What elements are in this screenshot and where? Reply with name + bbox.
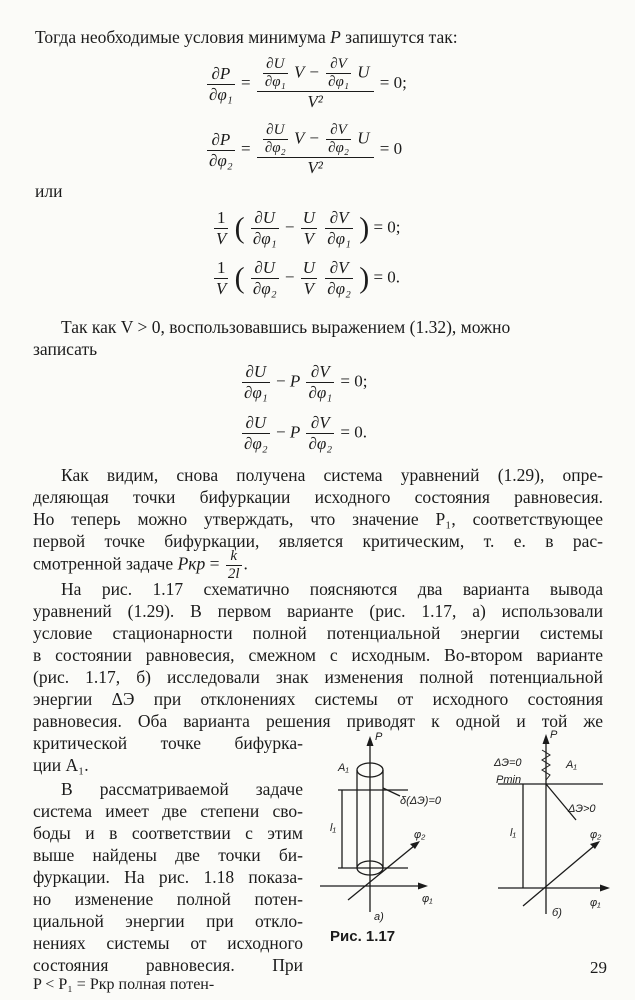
para-left-line-2: система имеет две степени сво- bbox=[33, 801, 303, 821]
fig-b-label-p: P bbox=[550, 729, 558, 741]
para-fig-line-6: энергии ΔЭ при отклонениях системы от исходного состояния bbox=[33, 689, 603, 709]
fig-b-label-a1: A₁ bbox=[566, 759, 577, 771]
para-left-line-7: циальной энергии при откло- bbox=[33, 911, 303, 931]
fig-b-sub-label: б) bbox=[552, 907, 562, 919]
fig-b-phi2-axis bbox=[523, 846, 594, 906]
equation-6: $\frac{\partial U}{\text{∂φ₂}}$ − P $\frac{\partial V}{\text{∂φ₂}}$ = 0. bbox=[244, 413, 368, 453]
intro-line bbox=[35, 26, 458, 48]
para-left-line-5: фуркации. На рис. 1.18 показа- bbox=[33, 867, 303, 887]
para-since-line-1: Так как V > 0, воспользовавшись выражением (1.32), можно bbox=[61, 317, 511, 337]
para-fig-line-4: в состоянии равновесия, смежном с исходным. Во-втором варианте bbox=[33, 645, 603, 665]
fig-b-p-arrow bbox=[543, 734, 550, 744]
pkr-symbol: Pкр bbox=[177, 553, 206, 574]
para-left-line-1: В рассматриваемой задаче bbox=[61, 779, 303, 799]
fig-a-label-cond: δ(ΔЭ)=0 bbox=[400, 795, 441, 807]
fig-a-phi2-axis bbox=[348, 846, 414, 900]
para-seen-line-4: первой точке бифуркации, является критическим, т. е. в рас- bbox=[33, 531, 603, 551]
fig-a-phi1-arrow bbox=[418, 883, 428, 890]
figure-1-17 bbox=[318, 728, 610, 956]
para-fig-line-9: ции A₁. bbox=[33, 755, 89, 775]
fig-b-label-pmin: Pmin bbox=[496, 774, 522, 786]
para-since-line-2: записать bbox=[33, 339, 98, 359]
fig-b-label-de0: ΔЭ=0 bbox=[494, 757, 522, 769]
page-number: 29 bbox=[590, 958, 607, 977]
fig-a-cond-leader bbox=[383, 788, 400, 796]
fig-a-label-p: P bbox=[375, 731, 383, 743]
equation-3: $\frac{1}{V}$ ( $\frac{\partial U}{\text{∂φ₁}}$ − $\frac{U}{V}$ $\frac{\partial V}{\text{∂φ₁}}$ ) = 0; bbox=[216, 208, 401, 248]
fig-b-label-depos: ΔЭ>0 bbox=[568, 803, 596, 815]
equation-4: $\frac{1}{V}$ ( $\frac{\partial U}{\text{∂φ₂}}$ − $\frac{U}{V}$ $\frac{\partial V}{\text{∂φ₂}}$ ) = 0. bbox=[216, 258, 401, 298]
figure-a bbox=[320, 736, 428, 912]
fig-a-label-l1: l₁ bbox=[330, 822, 336, 834]
para-left-line-9: состояния равновесия. При bbox=[33, 955, 303, 975]
para-fig-line-2: уравнений (1.29). В первом варианте (рис. 1.17, а) использовали bbox=[33, 601, 603, 621]
para-seen-line-3: Но теперь можно утверждать, что значение P₁, соответствующее bbox=[33, 509, 603, 529]
para-fig-line-5: (рис. 1.17, б) исследовали знак изменения полной потенциальной bbox=[33, 667, 603, 687]
eq2-lhs-fraction: $\frac{\partial P}{\text{∂φ₂}}$ bbox=[209, 129, 233, 170]
fig-b-phi1-arrow bbox=[600, 885, 610, 892]
para-fig-line-3: условие стационарности полной потенциальной энергии системы bbox=[33, 623, 603, 643]
fig-a-label-a1: A₁ bbox=[338, 762, 349, 774]
eq1-lhs-fraction: $\frac{\partial P}{\text{∂φ₁}}$ bbox=[209, 63, 233, 104]
figure-caption: Рис. 1.17 bbox=[330, 928, 396, 945]
para-seen-line-5: смотренной задаче Pкр = $\frac{k}{2l}$ . bbox=[33, 548, 248, 582]
intro-var-p: P bbox=[330, 27, 341, 47]
para-seen-line-1: Как видим, снова получена система уравнений (1.29), опре- bbox=[61, 465, 603, 485]
eq1-rhs-fraction: $\frac{\partial U}{\text{∂φ₁}}$ V − $\frac{\partial V}{\text{∂φ₁}}$ U V² bbox=[257, 56, 374, 112]
para-left-line-4: выше найдены две точки би- bbox=[33, 845, 303, 865]
fig-b-label-phi2: φ₂ bbox=[590, 829, 602, 841]
para-left-line-3: боды и в соответствии с этим bbox=[33, 823, 303, 843]
fig-a-sub-label: a) bbox=[374, 911, 384, 923]
para-fig-line-8: критической точке бифурка- bbox=[33, 733, 303, 753]
fig-a-p-arrow bbox=[367, 736, 374, 746]
equation-1: $\frac{\partial P}{\text{∂φ₁}}$ = $\frac{\partial U}{\text{∂φ₁}}$ V − $\frac{\partial V}{\text{∂φ₁}}$ U V² = 0; bbox=[209, 56, 407, 111]
para-seen-line-2: деляющая точки бифуркации исходного состояния равновесия. bbox=[33, 487, 603, 507]
para-fig-line-7: равновесия. Оба варианта решения приводят к одной и той же bbox=[33, 711, 603, 731]
para-fig-line-1: На рис. 1.17 схематично поясняются два варианта вывода bbox=[61, 579, 603, 599]
or-word: или bbox=[35, 181, 63, 201]
intro-text-a: Тогда необходимые условия минимума bbox=[35, 27, 326, 47]
fig-a-label-phi2: φ₂ bbox=[414, 829, 426, 841]
intro-text-b: запишутся так: bbox=[345, 27, 458, 47]
eq1-rhs-zero: = 0; bbox=[379, 72, 407, 92]
equation-2: $\frac{\partial P}{\text{∂φ₂}}$ = $\frac{\partial U}{\text{∂φ₂}}$ V − $\frac{\partial V}{\text{∂φ₂}}$ U V² = 0 bbox=[209, 122, 403, 177]
para-left-line-6: но изменение полной потен- bbox=[33, 889, 303, 909]
para-left-line-8: нениях системы от исходного bbox=[33, 933, 303, 953]
fig-a-label-phi1: φ₁ bbox=[422, 893, 433, 905]
pkr-fraction: $\frac{k}{2l}$ bbox=[227, 548, 240, 582]
eq2-rhs-fraction: $\frac{\partial U}{\text{∂φ₂}}$ V − $\frac{\partial V}{\text{∂φ₂}}$ U V² bbox=[257, 122, 374, 178]
fig-b-label-l1: l₁ bbox=[510, 827, 516, 839]
eq2-rhs-zero: = 0 bbox=[379, 138, 403, 158]
para-left-line-10: P < P₁ = Pкр полная потен- bbox=[33, 976, 215, 993]
fig-b-label-phi1: φ₁ bbox=[590, 897, 601, 909]
equation-5: $\frac{\partial U}{\text{∂φ₁}}$ − P $\frac{\partial V}{\text{∂φ₁}}$ = 0; bbox=[244, 362, 368, 402]
